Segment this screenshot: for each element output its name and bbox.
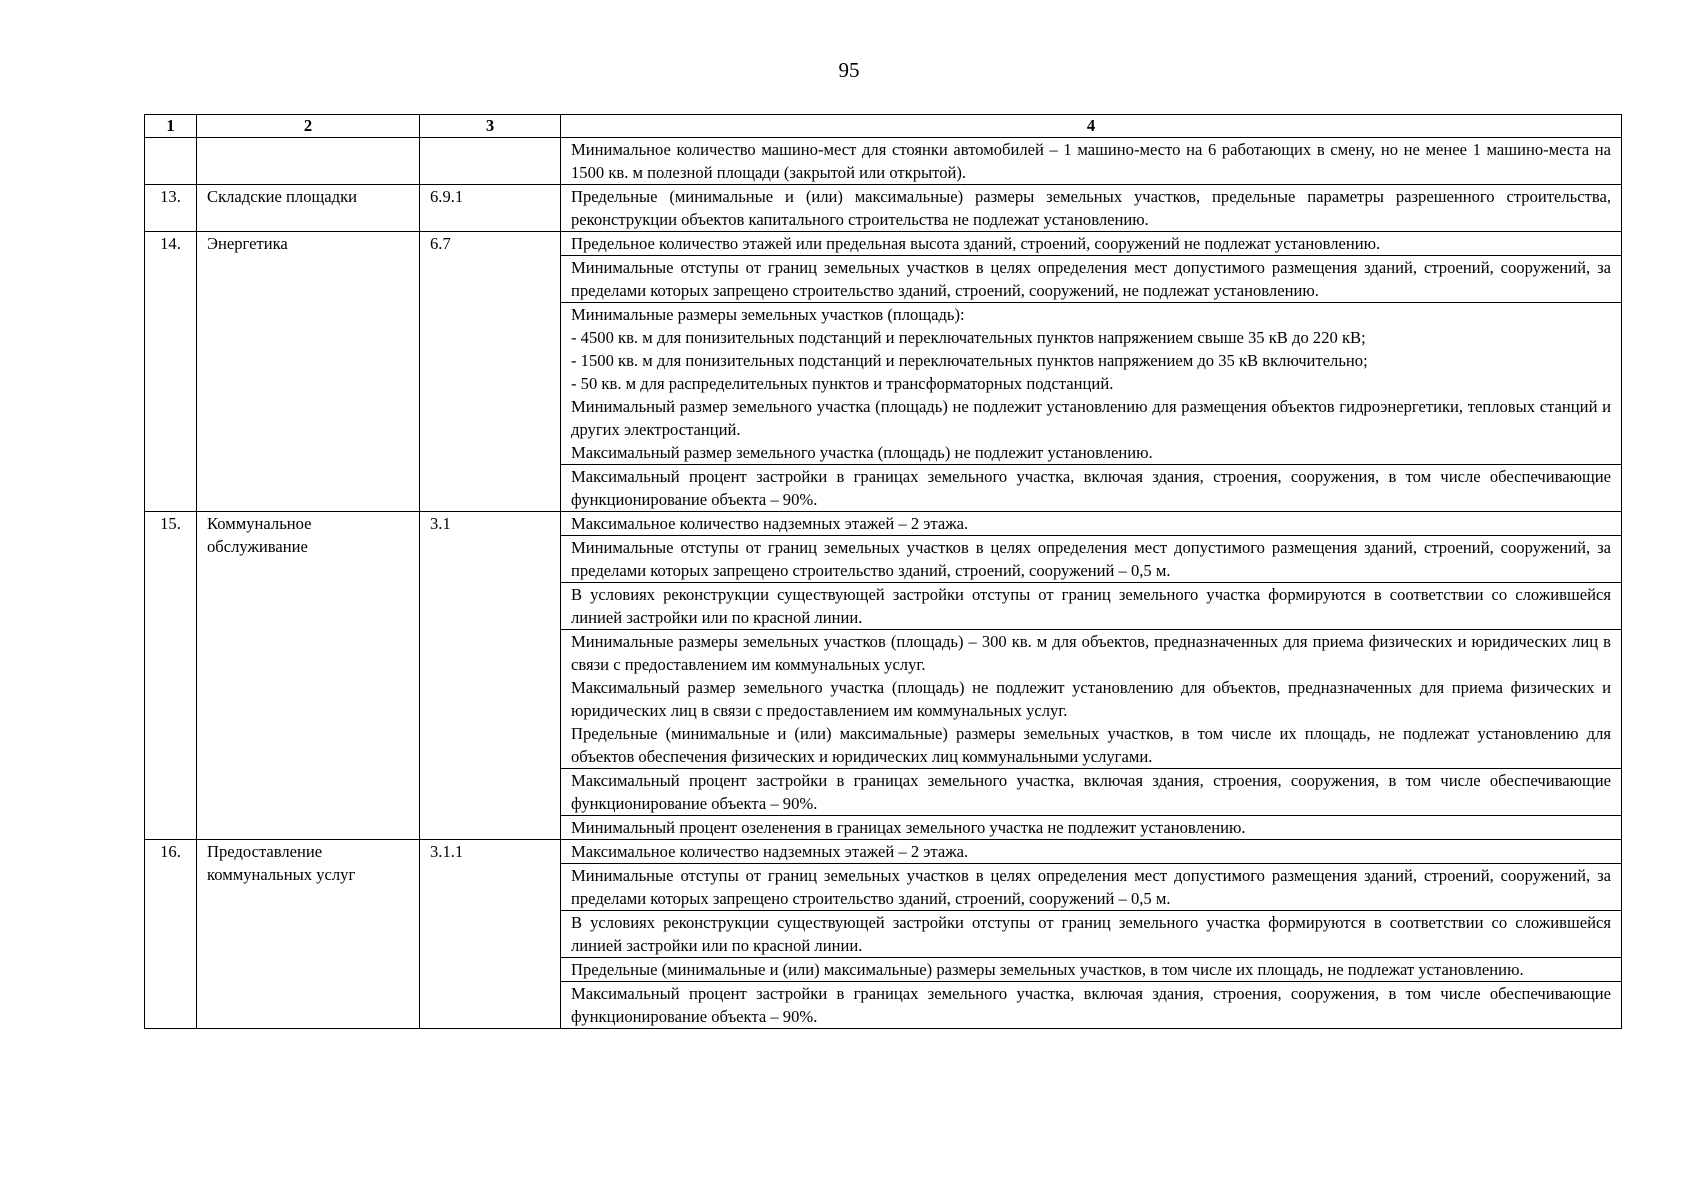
land-use-code-cell: 3.1.1 xyxy=(420,840,561,1029)
table-row xyxy=(145,138,1622,185)
parameter-cell xyxy=(561,138,1622,185)
parameter-text: Минимальный процент озеленения в границах земельного участка не подлежит установлению. xyxy=(571,818,1246,837)
table-row xyxy=(145,185,1622,232)
parameter-text: Предельные (минимальные и (или) максимальные) размеры земельных участков, в том числе их площадь, не подлежат установлению. xyxy=(571,960,1524,979)
parameter-text: Минимальные отступы от границ земельных участков в целях определения мест допустимого размещения зданий, строений, сооружений, за пределами которых запрещено строительство зданий, строений, сооружений, не подлежат установлению. xyxy=(571,258,1611,300)
land-use-code-cell: 6.7 xyxy=(420,232,561,512)
parameter-text: Минимальные отступы от границ земельных участков в целях определения мест допустимого размещения зданий, строений, сооружений, за пределами которых запрещено строительство зданий, строений, сооружений – 0,5 м. xyxy=(571,538,1611,580)
parameter-cell xyxy=(561,583,1622,630)
parameter-text: - 1500 кв. м для понизительных подстанций и переключательных пунктов напряжением до 35 кВ включительно; xyxy=(571,351,1368,370)
parameter-cell xyxy=(561,864,1622,911)
land-use-name-cell: Энергетика xyxy=(197,232,420,512)
land-use-code-cell xyxy=(420,138,561,185)
parameter-text: Максимальное количество надземных этажей – 2 этажа. xyxy=(571,514,969,533)
parameter-text: Максимальный размер земельного участка (площадь) не подлежит установлению. xyxy=(571,443,1153,462)
land-use-code-cell: 3.1 xyxy=(420,512,561,840)
parameter-cell xyxy=(561,958,1622,982)
parameter-cell xyxy=(561,911,1622,958)
parameter-text: Максимальный процент застройки в границах земельного участка, включая здания, строения, сооружения, в том числе обеспечивающие функционирование объекта – 90%. xyxy=(571,771,1611,813)
row-number-cell: 16. xyxy=(145,840,197,1029)
table-body xyxy=(145,138,1622,1029)
row-number-cell: 14. xyxy=(145,232,197,512)
row-number-cell xyxy=(145,138,197,185)
column-header: 4 xyxy=(561,115,1622,138)
column-header: 2 xyxy=(197,115,420,138)
header-row xyxy=(145,115,1622,138)
parameter-text: Минимальные отступы от границ земельных участков в целях определения мест допустимого размещения зданий, строений, сооружений, за пределами которых запрещено строительство зданий, строений, сооружений – 0,5 м. xyxy=(571,866,1611,908)
column-header: 3 xyxy=(420,115,561,138)
row-number-cell: 15. xyxy=(145,512,197,840)
page-number: 95 xyxy=(838,58,860,82)
parameter-cell xyxy=(561,536,1622,583)
parameter-cell xyxy=(561,465,1622,512)
parameter-text: Максимальное количество надземных этажей – 2 этажа. xyxy=(571,842,969,861)
land-use-name-cell: Предоставление коммунальных услуг xyxy=(197,840,420,1029)
parameter-text: Минимальные размеры земельных участков (площадь): xyxy=(571,305,965,324)
parameter-text: Предельное количество этажей или предельная высота зданий, строений, сооружений не подлежат установлению. xyxy=(571,234,1381,253)
parameter-text: Предельные (минимальные и (или) максимальные) размеры земельных участков, предельные параметры разрешенного строительства, реконструкции объектов капитального строительства не подлежат установлению. xyxy=(571,187,1611,229)
table-row xyxy=(145,840,1622,864)
parameter-text: В условиях реконструкции существующей застройки отступы от границ земельного участка формируются в соответствии со сложившейся линией застройки или по красной линии. xyxy=(571,913,1611,955)
parameter-cell xyxy=(561,982,1622,1029)
parameter-cell xyxy=(561,303,1622,465)
row-number-cell: 13. xyxy=(145,185,197,232)
land-use-code-cell: 6.9.1 xyxy=(420,185,561,232)
parameter-text: Предельные (минимальные и (или) максимальные) размеры земельных участков, в том числе их площадь, не подлежат установлению для объектов обеспечения физических и юридических лиц коммунальными услугами. xyxy=(571,724,1611,766)
parameter-cell xyxy=(561,185,1622,232)
parameter-text: Максимальный процент застройки в границах земельного участка, включая здания, строения, сооружения, в том числе обеспечивающие функционирование объекта – 90%. xyxy=(571,467,1611,509)
parameter-cell xyxy=(561,840,1622,864)
parameter-cell xyxy=(561,630,1622,769)
land-use-name-cell: Складские площадки xyxy=(197,185,420,232)
parameter-text: - 50 кв. м для распределительных пунктов и трансформаторных подстанций. xyxy=(571,374,1114,393)
parameter-text: - 4500 кв. м для понизительных подстанций и переключательных пунктов напряжением свыше 35 кВ до 220 кВ; xyxy=(571,328,1366,347)
parameter-text: В условиях реконструкции существующей застройки отступы от границ земельного участка формируются в соответствии со сложившейся линией застройки или по красной линии. xyxy=(571,585,1611,627)
parameter-cell xyxy=(561,256,1622,303)
parameter-text: Максимальный размер земельного участка (площадь) не подлежит установлению для объектов, предназначенных для приема физических и юридических лиц в связи с предоставлением им коммунальных услуг. xyxy=(571,678,1611,720)
parameter-text: Минимальные размеры земельных участков (площадь) – 300 кв. м для объектов, предназначенных для приема физических и юридических лиц в связи с предоставлением им коммунальных услуг. xyxy=(571,632,1611,674)
zoning-parameters-table xyxy=(144,114,1622,1029)
parameter-text: Минимальное количество машино-мест для стоянки автомобилей – 1 машино-место на 6 работающих в смену, но не менее 1 машино-места на 1500 кв. м полезной площади (закрытой или открытой). xyxy=(571,140,1611,182)
land-use-name-cell xyxy=(197,138,420,185)
parameter-cell xyxy=(561,512,1622,536)
land-use-name-cell: Коммунальное обслуживание xyxy=(197,512,420,840)
parameter-cell xyxy=(561,816,1622,840)
parameter-cell xyxy=(561,232,1622,256)
table-row xyxy=(145,232,1622,256)
parameter-cell xyxy=(561,769,1622,816)
parameter-text: Максимальный процент застройки в границах земельного участка, включая здания, строения, сооружения, в том числе обеспечивающие функционирование объекта – 90%. xyxy=(571,984,1611,1026)
column-header: 1 xyxy=(145,115,197,138)
table-header xyxy=(145,115,1622,138)
parameter-text: Минимальный размер земельного участка (площадь) не подлежит установлению для размещения объектов гидроэнергетики, тепловых станций и других электростанций. xyxy=(571,397,1611,439)
table-row xyxy=(145,512,1622,536)
